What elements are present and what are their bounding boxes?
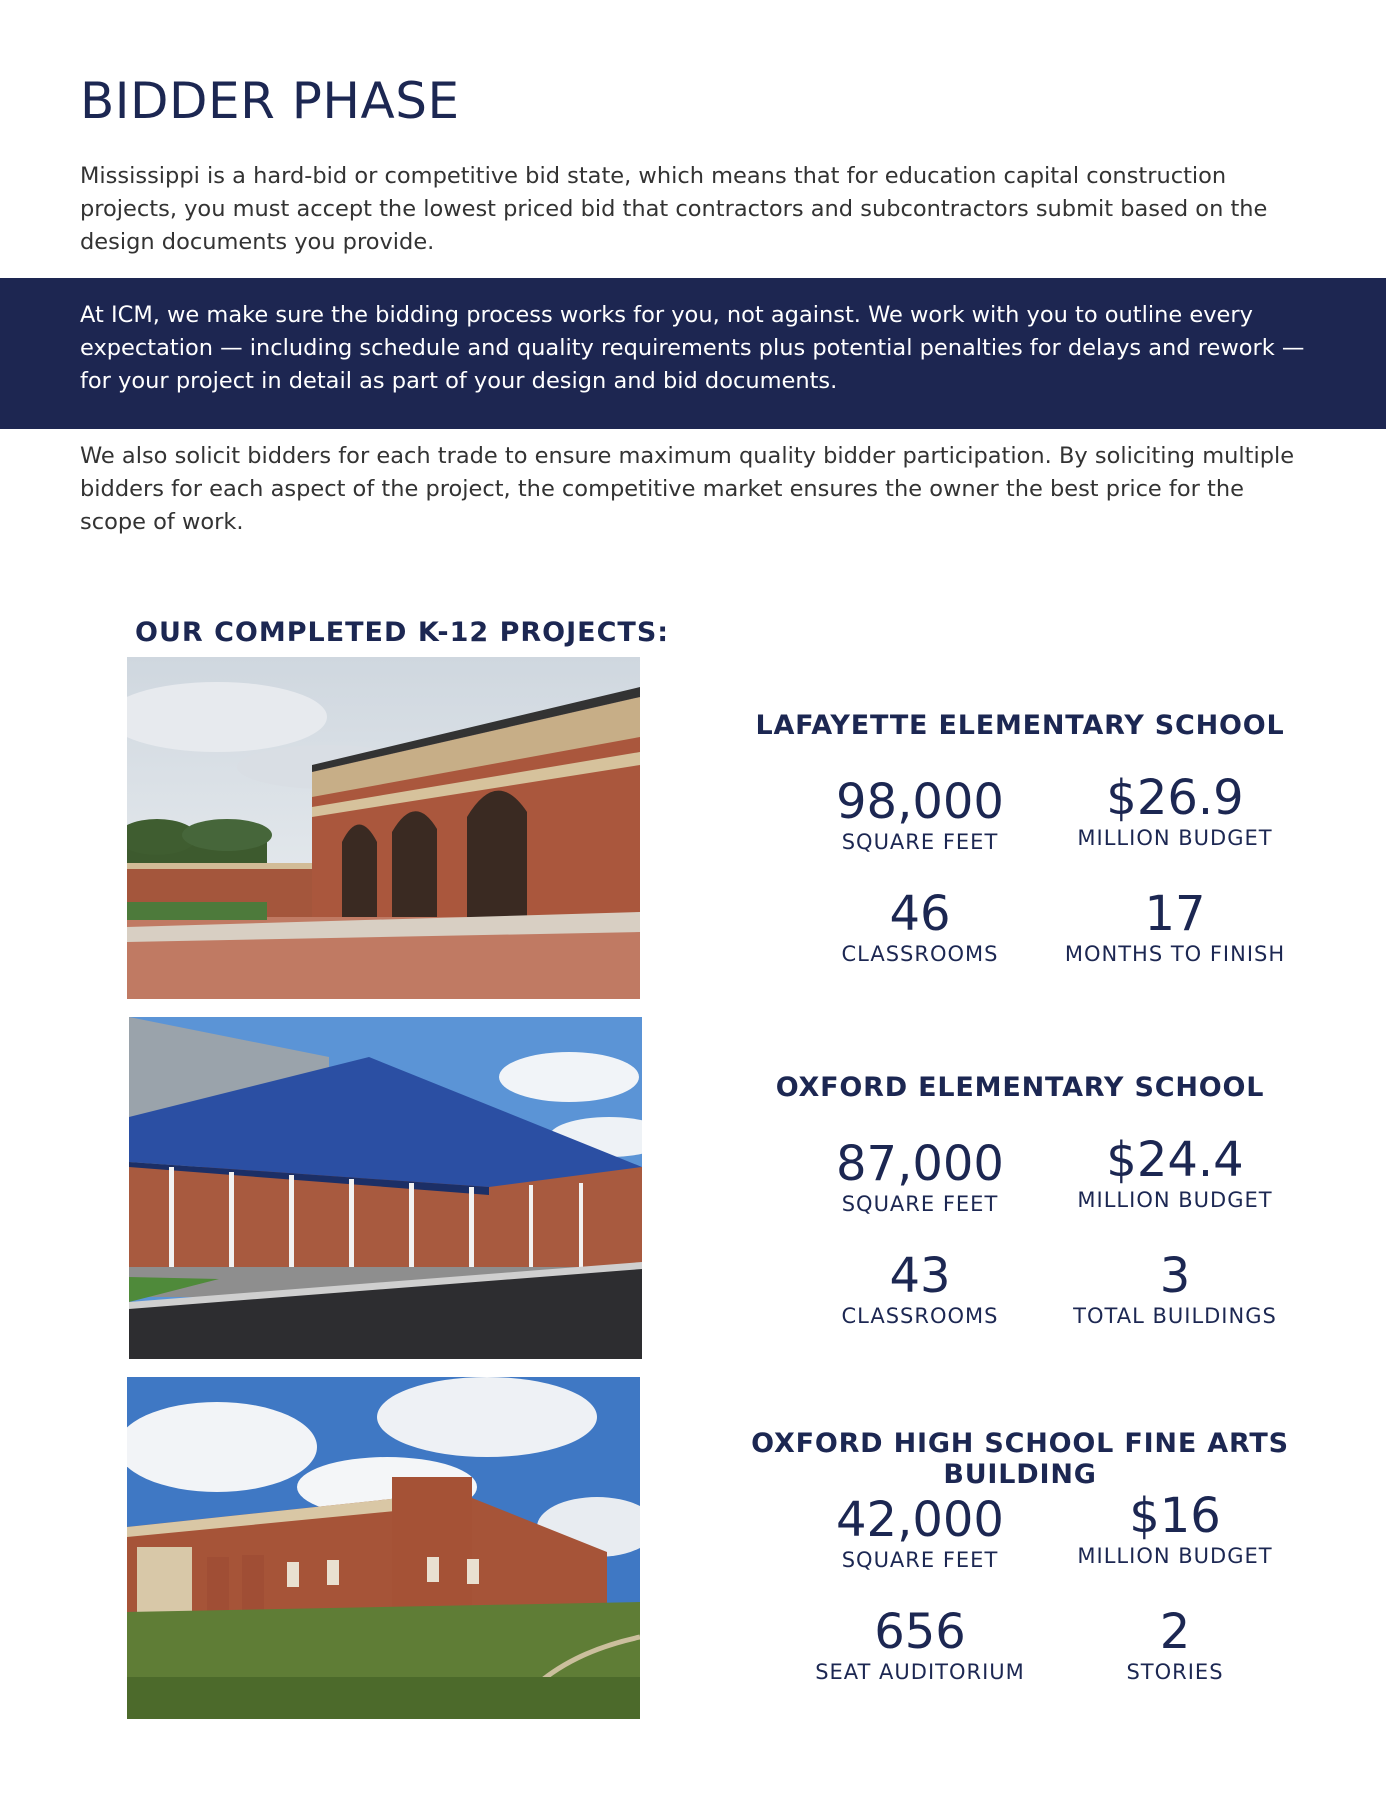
stat-value: 656: [874, 1604, 966, 1660]
project-name: LAFAYETTE ELEMENTARY SCHOOL: [755, 710, 1285, 741]
stat-value: 2: [1159, 1604, 1191, 1660]
stat-value: $16: [1129, 1488, 1221, 1544]
stat-total-buildings: [1035, 1250, 1315, 1328]
stat-square-feet: [780, 776, 1060, 854]
stat-value: 42,000: [836, 1492, 1004, 1548]
highlight-text: At ICM, we make sure the bidding process works for you, not against. We work with you to outline every expectation — including schedule and quality requirements plus potential penalties for delays and rework — for your project in detail as part of your design and bid documents.: [80, 302, 1305, 394]
project-oxford-elementary: [700, 1062, 1340, 1392]
stat-seat-auditorium: [780, 1606, 1060, 1684]
page-title: BIDDER PHASE: [80, 72, 460, 130]
stat-budget: [1035, 772, 1315, 850]
lafayette-elementary-photo: [127, 657, 640, 999]
stat-stories: [1035, 1606, 1315, 1684]
stat-label: MILLION BUDGET: [1077, 1544, 1273, 1568]
stat-square-feet: [780, 1494, 1060, 1572]
stat-classrooms: [780, 888, 1060, 966]
stat-label: TOTAL BUILDINGS: [1073, 1304, 1277, 1328]
stat-budget: [1035, 1490, 1315, 1568]
stat-square-feet: [780, 1138, 1060, 1216]
stat-value: 46: [889, 886, 951, 942]
stat-label: SQUARE FEET: [841, 1192, 999, 1216]
stat-months: [1035, 888, 1315, 966]
stat-value: 98,000: [836, 774, 1004, 830]
stat-label: SQUARE FEET: [841, 830, 999, 854]
bidders-paragraph: We also solicit bidders for each trade to ensure maximum quality bidder participation. By soliciting multiple bidders for each aspect of the project, the competitive market ensures the owner the best price for the scope of work.: [80, 443, 1295, 535]
stat-value: $24.4: [1106, 1132, 1244, 1188]
intro-paragraph: Mississippi is a hard-bid or competitive bid state, which means that for education capital construction projects, you must accept the lowest priced bid that contractors and subcontractors submit based on the design documents you provide.: [80, 163, 1268, 255]
project-name: OXFORD ELEMENTARY SCHOOL: [775, 1072, 1265, 1103]
stat-label: MILLION BUDGET: [1077, 826, 1273, 850]
fine-arts-building-photo: [127, 1377, 640, 1719]
stat-label: CLASSROOMS: [841, 1304, 999, 1328]
oxford-elementary-photo: [129, 1017, 642, 1359]
project-oxford-high-fine-arts: [700, 1418, 1340, 1748]
stat-label: STORIES: [1126, 1660, 1224, 1684]
stat-classrooms: [780, 1250, 1060, 1328]
project-name: OXFORD HIGH SCHOOL FINE ARTS BUILDING: [751, 1428, 1289, 1490]
stat-value: 87,000: [836, 1136, 1004, 1192]
projects-heading: OUR COMPLETED K-12 PROJECTS:: [135, 617, 670, 648]
stat-budget: [1035, 1134, 1315, 1212]
stat-value: 43: [889, 1248, 951, 1304]
stat-label: MILLION BUDGET: [1077, 1188, 1273, 1212]
stat-value: 17: [1144, 886, 1206, 942]
stat-label: MONTHS TO FINISH: [1064, 942, 1286, 966]
stat-label: SQUARE FEET: [841, 1548, 999, 1572]
project-lafayette-elementary: [700, 700, 1340, 1030]
stat-label: SEAT AUDITORIUM: [815, 1660, 1025, 1684]
highlight-band: [0, 278, 1386, 429]
stat-label: CLASSROOMS: [841, 942, 999, 966]
stat-value: $26.9: [1106, 770, 1244, 826]
stat-value: 3: [1159, 1248, 1191, 1304]
